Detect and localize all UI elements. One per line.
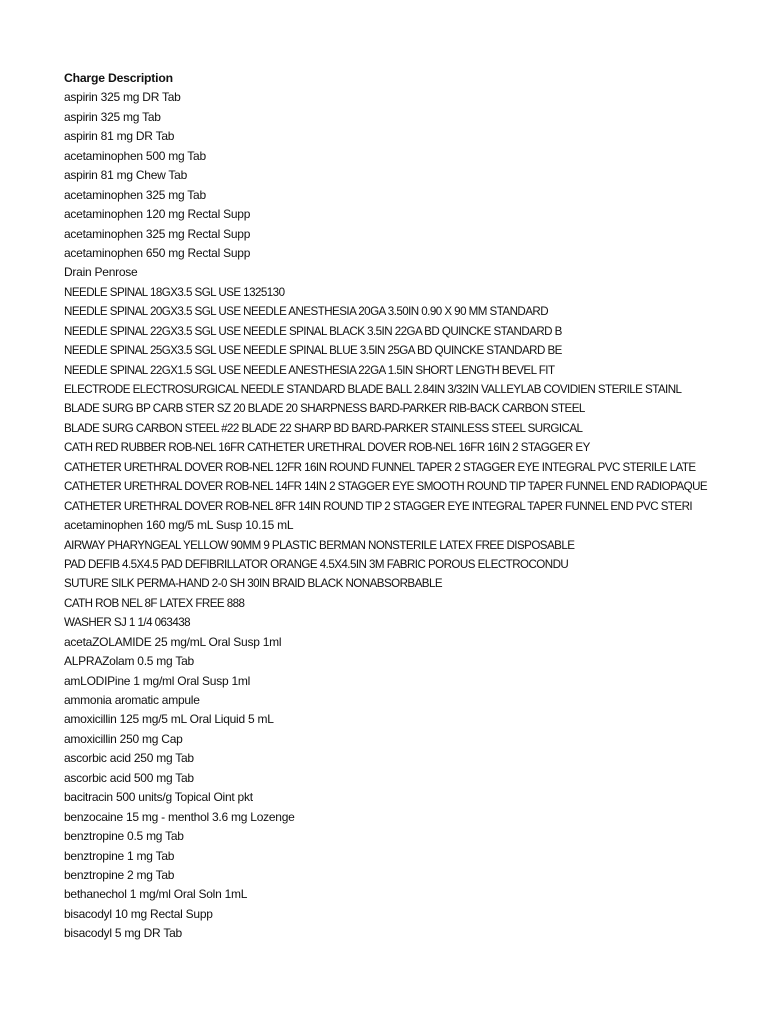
column-header: Charge Description (64, 71, 173, 85)
charge-row: aspirin 325 mg DR Tab (64, 90, 181, 105)
charge-description-column (64, 69, 760, 944)
charge-row: CATH RED RUBBER ROB-NEL 16FR CATHETER URETHRAL DOVER ROB-NEL 16FR 16IN 2 STAGGER EY (64, 441, 590, 455)
charge-row: aspirin 325 mg Tab (64, 109, 161, 124)
charge-list (64, 88, 760, 943)
charge-row: acetaminophen 120 mg Rectal Supp (64, 207, 251, 222)
charge-row: CATHETER URETHRAL DOVER ROB-NEL 12FR 16IN ROUND FUNNEL TAPER 2 STAGGER EYE INTEGRAL PVC STERILE LATE (64, 460, 696, 474)
charge-row: BLADE SURG CARBON STEEL #22 BLADE 22 SHARP BD BARD-PARKER STAINLESS STEEL SURGICAL (64, 421, 583, 435)
charge-row: bisacodyl 5 mg DR Tab (64, 926, 182, 941)
charge-row: amLODIPine 1 mg/ml Oral Susp 1ml (64, 673, 251, 688)
charge-row: NEEDLE SPINAL 22GX1.5 SGL USE NEEDLE ANESTHESIA 22GA 1.5IN SHORT LENGTH BEVEL FIT (64, 363, 555, 377)
charge-row: acetaminophen 325 mg Tab (64, 187, 206, 202)
charge-row: NEEDLE SPINAL 18GX3.5 SGL USE 1325130 (64, 285, 285, 299)
charge-row: benzocaine 15 mg - menthol 3.6 mg Lozenge (64, 809, 295, 824)
charge-row: ascorbic acid 250 mg Tab (64, 751, 194, 766)
charge-row: NEEDLE SPINAL 20GX3.5 SGL USE NEEDLE ANESTHESIA 20GA 3.50IN 0.90 X 90 MM STANDARD (64, 305, 549, 319)
charge-row: aspirin 81 mg DR Tab (64, 129, 175, 144)
charge-row: amoxicillin 125 mg/5 mL Oral Liquid 5 mL (64, 712, 274, 727)
charge-row: BLADE SURG BP CARB STER SZ 20 BLADE 20 SHARPNESS BARD-PARKER RIB-BACK CARBON STEEL (64, 402, 585, 416)
charge-row: CATH ROB NEL 8F LATEX FREE 888 (64, 596, 245, 610)
charge-row: aspirin 81 mg Chew Tab (64, 168, 188, 183)
charge-row: bethanechol 1 mg/ml Oral Soln 1mL (64, 887, 248, 902)
charge-row: acetaminophen 325 mg Rectal Supp (64, 226, 251, 241)
charge-row: PAD DEFIB 4.5X4.5 PAD DEFIBRILLATOR ORANGE 4.5X4.5IN 3M FABRIC POROUS ELECTROCONDU (64, 557, 569, 571)
charge-row: Drain Penrose (64, 265, 138, 280)
charge-row: benztropine 2 mg Tab (64, 867, 175, 882)
charge-row: NEEDLE SPINAL 22GX3.5 SGL USE NEEDLE SPINAL BLACK 3.5IN 22GA BD QUINCKE STANDARD B (64, 324, 562, 338)
charge-row: acetaminophen 500 mg Tab (64, 148, 206, 163)
charge-row: acetaZOLAMIDE 25 mg/mL Oral Susp 1ml (64, 634, 282, 649)
charge-row: bisacodyl 10 mg Rectal Supp (64, 906, 213, 921)
charge-row: SUTURE SILK PERMA-HAND 2-0 SH 30IN BRAID BLACK NONABSORBABLE (64, 577, 443, 591)
charge-row: acetaminophen 650 mg Rectal Supp (64, 245, 251, 260)
charge-row: bacitracin 500 units/g Topical Oint pkt (64, 790, 253, 805)
charge-row: benztropine 1 mg Tab (64, 848, 175, 863)
charge-row: ascorbic acid 500 mg Tab (64, 770, 194, 785)
charge-row: AIRWAY PHARYNGEAL YELLOW 90MM 9 PLASTIC BERMAN NONSTERILE LATEX FREE DISPOSABLE (64, 538, 575, 552)
charge-row: CATHETER URETHRAL DOVER ROB-NEL 14FR 14IN 2 STAGGER EYE SMOOTH ROUND TIP TAPER FUNNEL END RADIOPAQUE (64, 480, 708, 494)
charge-row: CATHETER URETHRAL DOVER ROB-NEL 8FR 14IN ROUND TIP 2 STAGGER EYE INTEGRAL TAPER FUNNEL END PVC STERI (64, 499, 693, 513)
charge-row: WASHER SJ 1 1/4 063438 (64, 616, 191, 630)
charge-row: ELECTRODE ELECTROSURGICAL NEEDLE STANDARD BLADE BALL 2.84IN 3/32IN VALLEYLAB COVIDIEN STERILE STAINL (64, 383, 682, 396)
charge-row: acetaminophen 160 mg/5 mL Susp 10.15 mL (64, 518, 294, 533)
charge-row: NEEDLE SPINAL 25GX3.5 SGL USE NEEDLE SPINAL BLUE 3.5IN 25GA BD QUINCKE STANDARD BE (64, 344, 562, 358)
charge-row: benztropine 0.5 mg Tab (64, 829, 184, 844)
charge-row: ammonia aromatic ampule (64, 693, 200, 707)
charge-row: amoxicillin 250 mg Cap (64, 731, 183, 746)
charge-row: ALPRAZolam 0.5 mg Tab (64, 654, 194, 669)
